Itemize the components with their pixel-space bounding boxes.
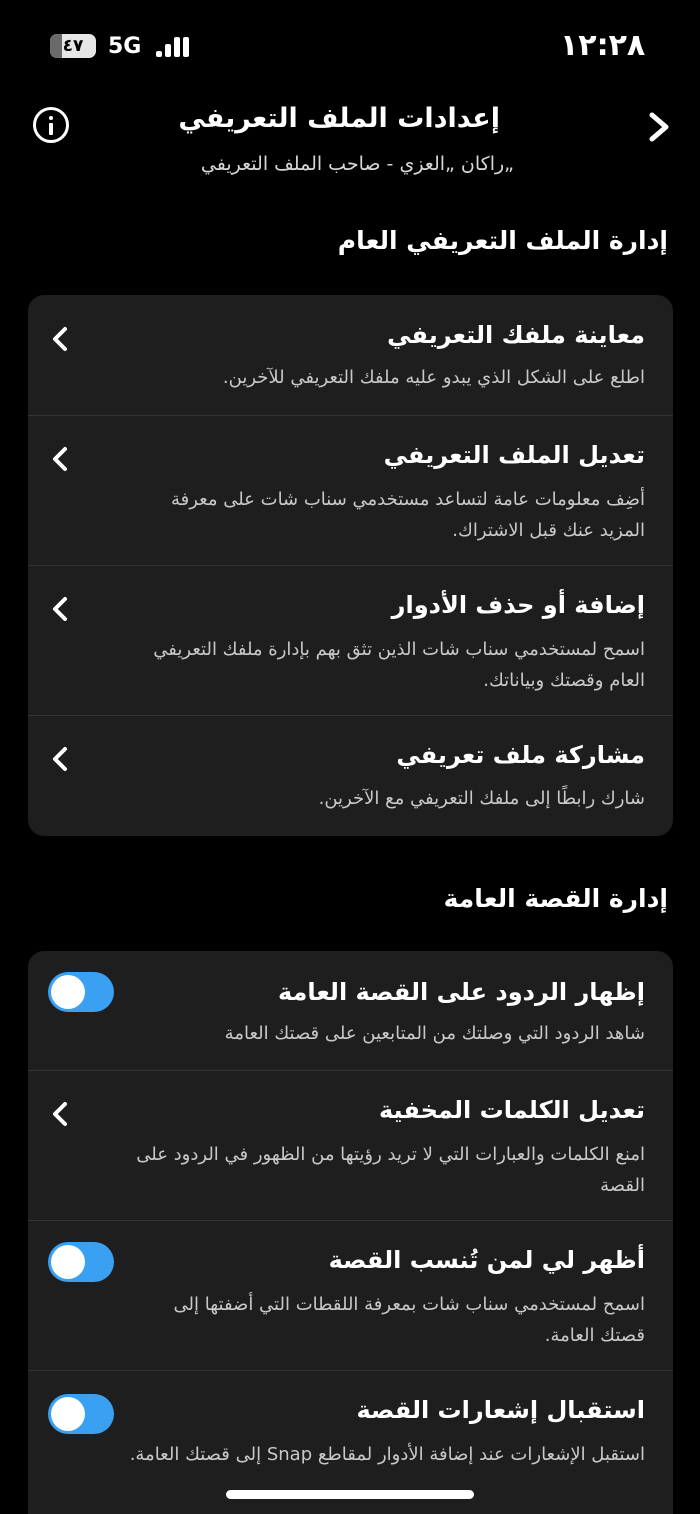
header xyxy=(0,95,700,190)
row-preview-profile[interactable] xyxy=(28,295,673,416)
chevron-left-icon xyxy=(48,1097,72,1131)
chevron-left-icon xyxy=(48,742,72,776)
row-manage-roles[interactable] xyxy=(28,565,673,716)
row-show-story-replies[interactable] xyxy=(28,951,673,1071)
row-description: استقبل الإشعارات عند إضافة الأدوار لمقاطع Snap إلى قصتك العامة. xyxy=(129,1444,645,1465)
row-description: أضِف معلومات عامة لتساعد مستخدمي سناب شات على معرفة المزيد عنك قبل الاشتراك. xyxy=(170,489,645,541)
row-description: شارك رابطًا إلى ملفك التعريفي مع الآخرين. xyxy=(318,788,645,809)
chevron-right-icon[interactable] xyxy=(640,107,676,147)
row-title: إظهار الردود على القصة العامة xyxy=(277,978,645,1006)
row-description: شاهد الردود التي وصلتك من المتابعين على قصتك العامة xyxy=(224,1023,645,1044)
row-title: أظهر لي لمن تُنسب القصة xyxy=(328,1246,645,1274)
row-description: اسمح لمستخدمي سناب شات الذين تثق بهم بإدارة ملفك التعريفي العام وقصتك وبياناتك. xyxy=(153,639,645,691)
row-description: اطلع على الشكل الذي يبدو عليه ملفك التعريفي للآخرين. xyxy=(222,367,645,388)
row-hidden-words[interactable] xyxy=(28,1070,673,1221)
row-title: مشاركة ملف تعريفي xyxy=(396,741,645,769)
battery-level: ٤٧ xyxy=(62,36,84,56)
row-share-profile[interactable] xyxy=(28,715,673,836)
row-description: اسمح لمستخدمي سناب شات بمعرفة اللقطات التي أضفتها إلى قصتك العامة. xyxy=(173,1294,645,1346)
section-title-public-story: إدارة القصة العامة xyxy=(443,884,668,913)
row-description: امنع الكلمات والعبارات التي لا تريد رؤيتها من الظهور في الردود على القصة xyxy=(136,1144,645,1196)
row-title: تعديل الملف التعريفي xyxy=(383,441,645,469)
row-title: معاينة ملفك التعريفي xyxy=(387,321,645,349)
signal-icon xyxy=(156,37,190,57)
chevron-left-icon xyxy=(48,442,72,476)
home-indicator[interactable] xyxy=(226,1490,474,1499)
row-title: استقبال إشعارات القصة xyxy=(356,1396,645,1424)
info-icon[interactable] xyxy=(33,107,69,143)
battery-indicator xyxy=(50,34,96,58)
row-story-attribution[interactable] xyxy=(28,1220,673,1371)
row-title: إضافة أو حذف الأدوار xyxy=(391,591,645,619)
section-title-public-profile: إدارة الملف التعريفي العام xyxy=(337,226,668,255)
chevron-left-icon xyxy=(48,322,72,356)
toggle-switch[interactable] xyxy=(48,972,114,1012)
toggle-switch[interactable] xyxy=(48,1242,114,1282)
page-subtitle: „راكان „العزي - صاحب الملف التعريفي xyxy=(200,153,514,175)
page-title: إعدادات الملف التعريفي xyxy=(178,103,500,134)
chevron-left-icon xyxy=(48,592,72,626)
toggle-switch[interactable] xyxy=(48,1394,114,1434)
public-story-card xyxy=(28,951,673,1514)
clock: ١٢:٢٨ xyxy=(560,28,646,63)
status-bar xyxy=(0,0,700,94)
row-title: تعديل الكلمات المخفية xyxy=(378,1096,645,1124)
row-edit-profile[interactable] xyxy=(28,415,673,566)
public-profile-card xyxy=(28,295,673,836)
network-type: 5G xyxy=(108,34,142,59)
